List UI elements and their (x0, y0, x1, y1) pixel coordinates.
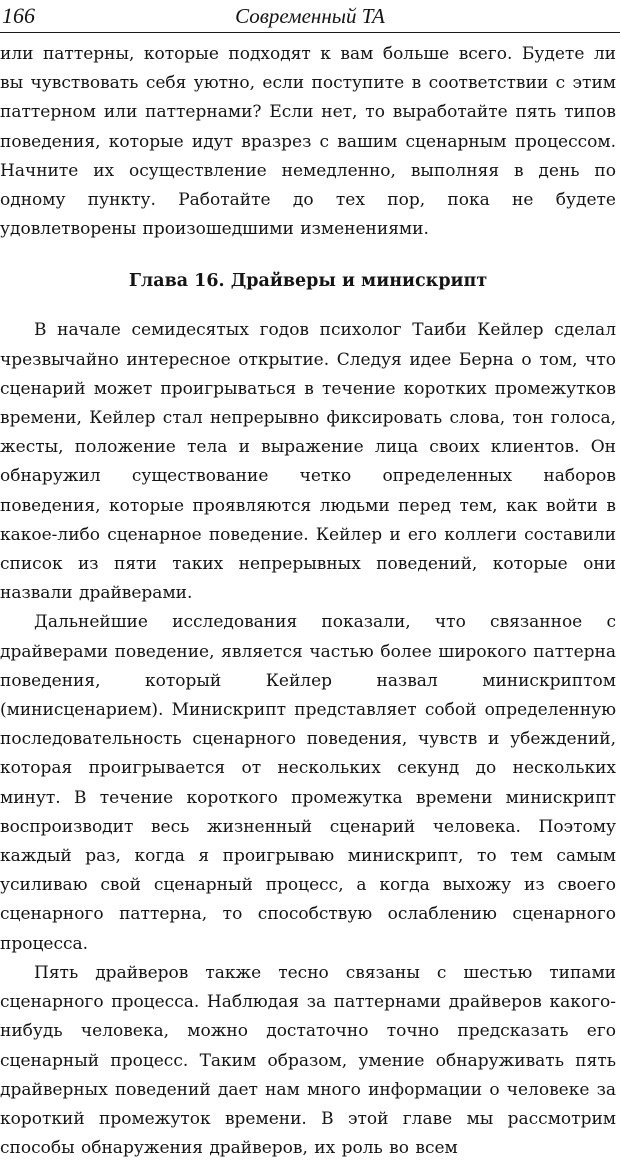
page-header (0, 0, 620, 36)
page-body (0, 40, 616, 1163)
page-number: 166 (2, 3, 35, 28)
running-title: Современный ТА (235, 4, 385, 28)
paragraph: В начале семидесятых годов психолог Таиби Кейлер сделал чрезвычайно интересное открытие. Следуя идее Берна о том, что сценарий может проигрываться в течение коротких промежутков времени, Кейлер стал непрерывно фиксировать слова, тон голоса, жесты, положение тела и выражение лица своих клиентов. Он обнаружил существование четко определенных наборов поведения, которые проявляются людьми перед тем, как войти в какое-либо сценарное поведение. Кейлер и его коллеги составили список из пяти таких непрерывных поведений, которые они назвали драйверами. (0, 320, 616, 604)
chapter-heading: Глава 16. Драйверы и миниcкрипт (128, 271, 488, 292)
paragraph-continuation: или паттерны, которые подходят к вам больше всего. Будете ли вы чувствовать себя уютно, если поступите в соответствии с этим паттерном или паттернами? Если нет, то выработайте пять типов поведения, которые идут вразрез с вашим сценарным процессом. Начните их осуществление немедленно, выполняя в день по одному пункту. Работайте до тех пор, пока не будете удовлетворены произошедшими изменениями. (0, 44, 616, 240)
header-rule (0, 32, 620, 33)
paragraph: Дальнейшие исследования показали, что связанное с драйверами поведение, является частью более широкого паттерна поведения, который Кейлер назвал минискриптом (минисценарием). Минискрипт представляет собой определенную последовательность сценарного поведения, чувств и убеждений, которая проигрывается от нескольких секунд до нескольких минут. В течение короткого промежутка времени минискрипт воспроизводит весь жизненный сценарий человека. Поэтому каждый раз, когда я проигрываю минискрипт, то тем самым усиливаю свой сценарный процесс, а когда выхожу из своего сценарного паттерна, то способствую ослаблению сценарного процесса. (0, 612, 616, 954)
paragraph: Пять драйверов также тесно связаны с шестью типами сценарного процесса. Наблюдая за паттернами драйверов какого-нибудь человека, можно достаточно точно предсказать его сценарный процесс. Таким образом, умение обнаруживать пять драйверных поведений дает нам много информации о человеке за короткий промежуток времени. В этой главе мы рассмотрим способы обнаружения драйверов, их роль во всем (0, 962, 616, 1159)
